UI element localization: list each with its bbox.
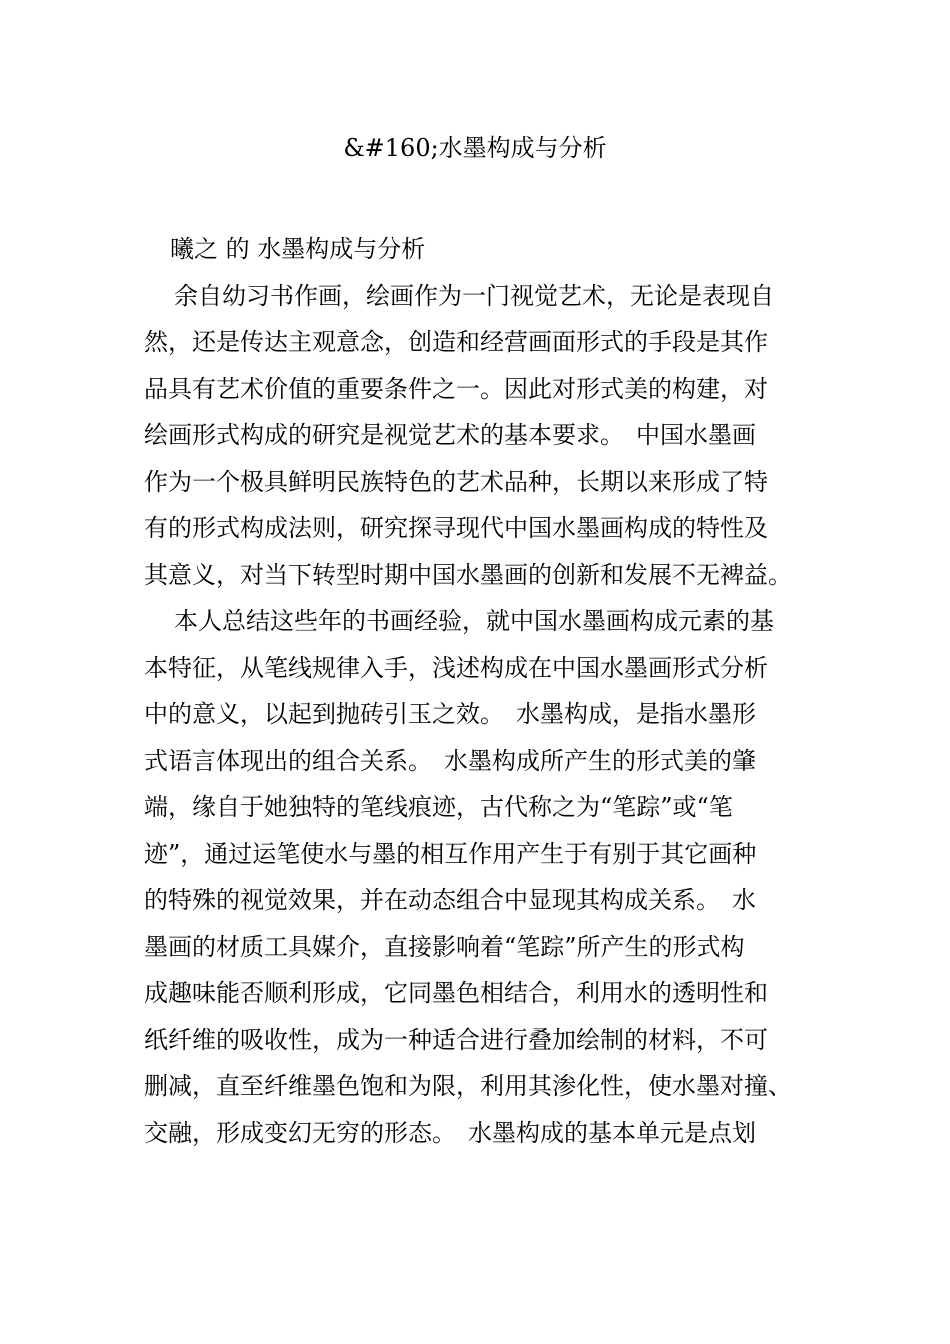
paragraph-line: 的特殊的视觉效果，并在动态组合中显现其构成关系。 水 [144, 886, 756, 914]
paragraph-line: 本特征，从笔线规律入手，浅述构成在中国水墨画形式分析 [144, 653, 768, 682]
paragraph-line: 删减，直至纤维墨色饱和为限，利用其渗化性，使水墨对撞、 [144, 1072, 792, 1100]
paragraph-line: 成趣味能否顺利形成，它同墨色相结合，利用水的透明性和 [144, 979, 768, 1007]
paragraph-line: 品具有艺术价值的重要条件之一。因此对形式美的构建，对 [144, 374, 768, 403]
paragraph-line: 作为一个极具鲜明民族特色的艺术品种，长期以来形成了特 [144, 467, 768, 496]
paragraph-line: 迹”，通过运笔使水与墨的相互作用产生于有别于其它画种 [144, 839, 757, 868]
paragraph-line: 中的意义，以起到抛砖引玉之效。 水墨构成，是指水墨形 [144, 700, 756, 728]
paragraph-line: 有的形式构成法则，研究探寻现代中国水墨画构成的特性及 [144, 514, 768, 542]
paragraph-line: 然，还是传达主观意念，创造和经营画面形式的手段是其作 [144, 328, 768, 356]
paragraph-line: 余自幼习书作画，绘画作为一门视觉艺术，无论是表现自 [174, 281, 774, 310]
paragraph-line: 本人总结这些年的书画经验，就中国水墨画构成元素的基 [174, 607, 774, 635]
paragraph-line: 纸纤维的吸收性，成为一种适合进行叠加绘制的材料，不可 [144, 1025, 768, 1054]
paragraph-line: 墨画的材质工具媒介，直接影响着“笔踪”所产生的形式构 [144, 932, 745, 961]
article-heading-line: 曦之 的 水墨构成与分析 [170, 235, 426, 263]
paragraph-line: 端，缘自于她独特的笔线痕迹，古代称之为“笔踪”或“笔 [144, 793, 733, 821]
paragraph-line: 交融，形成变幻无穷的形态。 水墨构成的基本单元是点划 [144, 1118, 756, 1147]
paragraph-line: 式语言体现出的组合关系。 水墨构成所产生的形式美的肇 [144, 746, 756, 775]
document-body [144, 226, 810, 1156]
paragraph-line: 绘画形式构成的研究是视觉艺术的基本要求。 中国水墨画 [144, 421, 756, 449]
paragraph-line: 其意义，对当下转型时期中国水墨画的创新和发展不无裨益。 [144, 560, 792, 589]
document-title: &#160;水墨构成与分析 [343, 134, 607, 162]
